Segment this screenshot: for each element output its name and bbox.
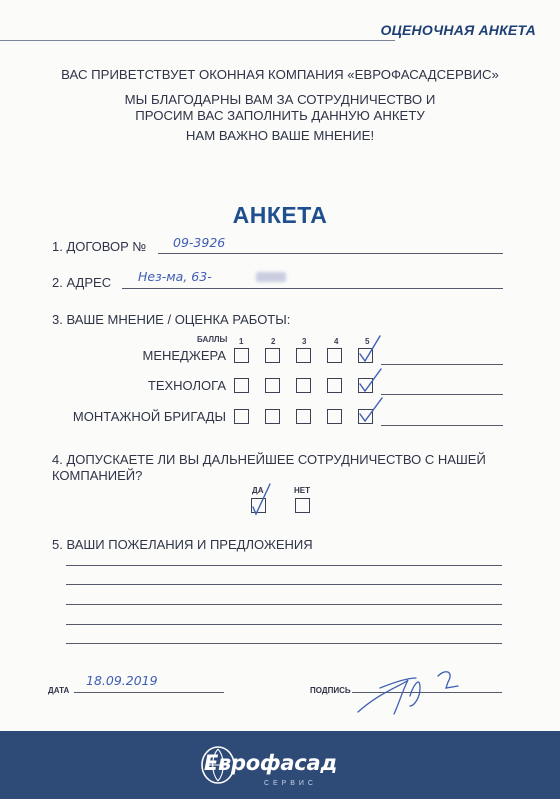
suggestions-line-3[interactable]: [66, 604, 502, 605]
suggestions-line-5[interactable]: [66, 643, 502, 644]
scale-1: 1: [239, 337, 244, 346]
contract-number-field[interactable]: 09-3926: [173, 235, 226, 250]
check-crew-icon: [360, 398, 382, 421]
suggestions-label: 5. ВАШИ ПОЖЕЛАНИЯ И ПРЕДЛОЖЕНИЯ: [52, 537, 313, 552]
cooperation-no-checkbox[interactable]: [295, 498, 310, 513]
suggestions-line-2[interactable]: [66, 584, 502, 585]
rating-row-technologist-label: ТЕХНОЛОГА: [147, 378, 226, 393]
rating-technologist-3-checkbox[interactable]: [296, 378, 311, 393]
address-field[interactable]: Нез-ма, 63-: [138, 269, 212, 284]
scale-4: 4: [334, 337, 339, 346]
cooperation-yes-label: ДА: [252, 486, 264, 495]
contract-line: [158, 253, 503, 254]
suggestions-line-4[interactable]: [66, 624, 502, 625]
date-line: [74, 692, 224, 693]
suggestions-line-1[interactable]: [66, 565, 502, 566]
rating-technologist-4-checkbox[interactable]: [327, 378, 342, 393]
scale-5: 5: [365, 337, 370, 346]
signature-handwritten: [350, 662, 470, 722]
date-label: ДАТА: [48, 686, 70, 695]
rating-manager-1-checkbox[interactable]: [234, 348, 249, 363]
cooperation-no-label: НЕТ: [294, 486, 310, 495]
rating-technologist-1-checkbox[interactable]: [234, 378, 249, 393]
signature-label: ПОДПИСЬ: [310, 686, 351, 695]
date-field[interactable]: 18.09.2019: [86, 673, 158, 688]
check-technologist-icon: [360, 369, 381, 391]
rating-question: 3. ВАШЕ МНЕНИЕ / ОЦЕНКА РАБОТЫ:: [52, 312, 291, 327]
rating-checkmarks: [354, 330, 394, 440]
rating-manager-4-checkbox[interactable]: [327, 348, 342, 363]
rating-technologist-comment-line: [381, 394, 503, 395]
page-title: АНКЕТА: [232, 202, 328, 228]
cooperation-checkmark-icon: [244, 480, 274, 520]
header-rule: [0, 40, 395, 41]
rating-manager-comment-line: [381, 364, 503, 365]
intro-importance: НАМ ВАЖНО ВАШЕ МНЕНИЕ!: [185, 128, 375, 143]
scale-2: 2: [271, 337, 276, 346]
rating-crew-1-checkbox[interactable]: [234, 409, 249, 424]
contract-label: 1. ДОГОВОР №: [52, 239, 147, 254]
rating-manager-2-checkbox[interactable]: [265, 348, 280, 363]
rating-crew-comment-line: [381, 425, 503, 426]
rating-crew-4-checkbox[interactable]: [327, 409, 342, 424]
scale-label: БАЛЛЫ: [197, 335, 228, 344]
redacted-address: [256, 272, 286, 282]
cooperation-question-line2: КОМПАНИЕЙ?: [52, 468, 143, 483]
rating-crew-2-checkbox[interactable]: [265, 409, 280, 424]
form-header-title: ОЦЕНОЧНАЯ АНКЕТА: [380, 22, 536, 38]
address-label: 2. АДРЕС: [52, 275, 112, 290]
scale-3: 3: [302, 337, 307, 346]
rating-crew-3-checkbox[interactable]: [296, 409, 311, 424]
footer-band: [0, 731, 560, 799]
intro-greeting: ВАС ПРИВЕТСТВУЕТ ОКОННАЯ КОМПАНИЯ «ЕВРОФАСАДСЕРВИС»: [61, 67, 499, 82]
intro-request: ПРОСИМ ВАС ЗАПОЛНИТЬ ДАННУЮ АНКЕТУ: [135, 108, 425, 123]
check-manager-icon: [360, 336, 380, 361]
rating-row-manager-label: МЕНЕДЖЕРА: [142, 348, 226, 363]
logo-subtext: С Е Р В И С: [264, 780, 314, 787]
rating-row-crew-label: МОНТАЖНОЙ БРИГАДЫ: [72, 409, 226, 424]
rating-technologist-2-checkbox[interactable]: [265, 378, 280, 393]
address-line: [122, 288, 503, 289]
intro-thanks: МЫ БЛАГОДАРНЫ ВАМ ЗА СОТРУДНИЧЕСТВО И: [124, 92, 436, 107]
cooperation-question-line1: 4. ДОПУСКАЕТЕ ЛИ ВЫ ДАЛЬНЕЙШЕЕ СОТРУДНИЧЕСТВО С НАШЕЙ: [52, 452, 486, 467]
logo-text: Еврофасад: [204, 751, 337, 775]
rating-manager-3-checkbox[interactable]: [296, 348, 311, 363]
